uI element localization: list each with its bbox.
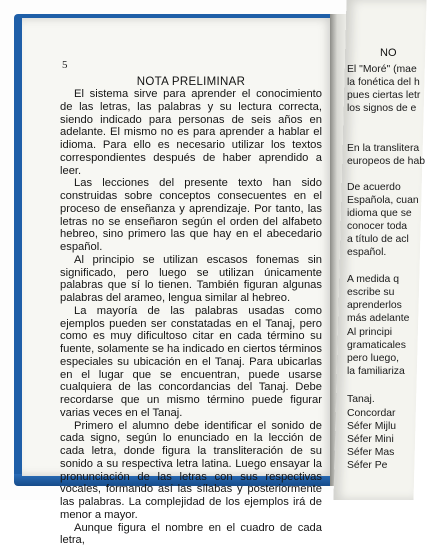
right-page-line: español. <box>347 247 386 259</box>
right-page-line: pues ciertas letr <box>347 90 420 102</box>
right-page-line: Séfer Mijlu <box>347 421 396 433</box>
right-page-line: A medida q <box>347 274 399 286</box>
right-page-line: Séfer Pe <box>347 460 387 472</box>
right-page-line: la fonética del h <box>347 77 420 89</box>
right-page-line: El "Moré" (mae <box>347 64 417 76</box>
right-page-line: aprenderlos <box>347 300 402 312</box>
right-page-line: a título de acl <box>347 234 409 246</box>
right-page-line: Séfer Mini <box>347 434 394 446</box>
right-page-line: idioma que se <box>347 208 412 220</box>
right-page-line: escribe su <box>347 287 394 299</box>
right-page-line: En la translitera <box>347 143 419 155</box>
right-page-line: la familiariza <box>347 366 405 378</box>
paragraph: La mayoría de las palabras usadas como ejemplos pueden ser constatadas en el Tanaj, pero como es muy dificultoso citar en cada término su fuente, solamente se ha indicado en ciertos términos especiales su ubicación en el Tanaj. Para ubicarlas en el lugar que se encuentran, puede usarse cualquiera de las concordancias del Tanaj. Debe recordarse que un mismo término puede figurar varias veces en el Tanaj. <box>60 305 322 420</box>
paragraph: Primero el alumno debe identificar el sonido de cada signo, según lo enunciado en la lección de cada letra, donde figura la transliteración de su sonido a su respectiva letra latina. Luego ensayar la pronunciación de las letras con sus respectivas vocales, formando así las sílabas y posteriormente las palabras. La complejidad de los ejemplos irá de menor a mayor. <box>60 420 322 522</box>
right-page-line: Concordar <box>347 408 396 420</box>
right-page-line: gramaticales <box>347 340 406 352</box>
page-number: 5 <box>62 59 68 71</box>
right-page-line: Española, cuan <box>347 195 419 207</box>
right-page-line: conocer toda <box>347 221 407 233</box>
right-page-line: más adelante <box>347 313 409 325</box>
right-page-line: europeos de hab <box>347 156 425 168</box>
right-page-line: los signos de e <box>347 103 416 115</box>
right-page-line: pero luego, <box>347 353 399 365</box>
right-page-line: Séfer Mas <box>347 447 394 459</box>
right-page-line: De acuerdo <box>347 182 401 194</box>
paragraph: Las lecciones del presente texto han sido construidas sobre conceptos consecuentes en el proceso de enseñanza y aprendizaje. Por tanto, las letras no se enseñaron según el orden del alfabeto hebreo, sino primero las que hay en el abecedario español. <box>60 177 322 254</box>
paragraph: Aunque figura el nombre en el cuadro de cada letra, <box>60 522 322 547</box>
right-page-line: Al principi <box>347 327 392 339</box>
paragraph: Al principio se utilizan escasos fonemas sin significado, pero luego se utilizan únicamente palabras que sí lo tienen. También figuran algunas palabras del arameo, lengua similar al hebreo. <box>60 254 322 305</box>
left-page-body <box>60 88 322 547</box>
page-title: NOTA PRELIMINAR <box>60 76 322 88</box>
paragraph: El sistema sirve para aprender el conocimiento de las letras, las palabras y su lectura correcta, siendo indicado para personas de seis años en adelante. El mismo no es para aprender a hablar el idioma. Para ello es necesario utilizar los textos correspondientes después de haber aprendido a leer. <box>60 88 322 177</box>
right-page-title: NO <box>380 47 397 59</box>
right-page-line: Tanaj. <box>347 394 375 406</box>
